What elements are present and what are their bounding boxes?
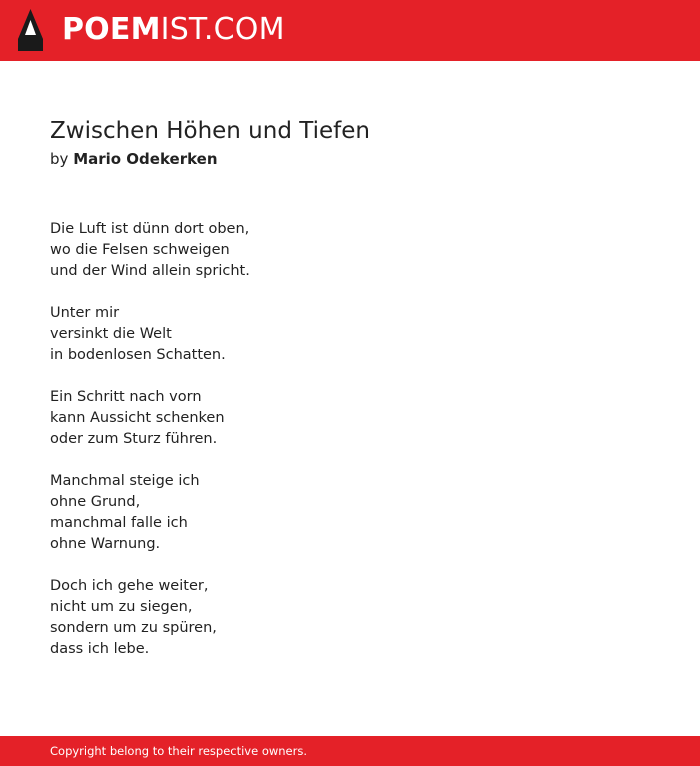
poem-title: Zwischen Höhen und Tiefen: [50, 118, 370, 144]
poem-body: [50, 219, 450, 681]
poem-line: wo die Felsen schweigen: [50, 242, 230, 258]
poem-line: ohne Warnung.: [50, 536, 161, 552]
pencil-tip-icon[interactable]: [18, 9, 43, 51]
poem-line: Ein Schritt nach vorn: [50, 389, 202, 405]
poem-line: in bodenlosen Schatten.: [50, 347, 226, 363]
stanza: [50, 303, 450, 366]
site-footer: [0, 736, 700, 766]
stanza: [50, 219, 450, 282]
logo-text-light: IST.COM: [160, 12, 285, 47]
by-label: by: [50, 150, 69, 168]
poem-line: manchmal falle ich: [50, 515, 188, 531]
poem-line: und der Wind allein spricht.: [50, 263, 250, 279]
poem-line: oder zum Sturz führen.: [50, 431, 218, 447]
poem-line: Doch ich gehe weiter,: [50, 578, 209, 594]
site-logo[interactable]: [62, 13, 285, 47]
stanza: [50, 471, 450, 555]
byline: [50, 149, 218, 169]
poem-line: Die Luft ist dünn dort oben,: [50, 221, 250, 237]
stanza: [50, 576, 450, 660]
poem-line: kann Aussicht schenken: [50, 410, 225, 426]
logo-text-strong: POEM: [62, 12, 161, 47]
poem-line: versinkt die Welt: [50, 326, 172, 342]
poem-line: Manchmal steige ich: [50, 473, 200, 489]
site-header: [0, 0, 700, 61]
poem-line: nicht um zu siegen,: [50, 599, 193, 615]
copyright-notice: Copyright belong to their respective owners.: [50, 744, 308, 758]
stanza: [50, 387, 450, 450]
poem-line: ohne Grund,: [50, 494, 141, 510]
poem-line: Unter mir: [50, 305, 120, 321]
poem-line: sondern um zu spüren,: [50, 620, 217, 636]
author-name: Mario Odekerken: [73, 150, 218, 168]
poem-line: dass ich lebe.: [50, 641, 150, 657]
